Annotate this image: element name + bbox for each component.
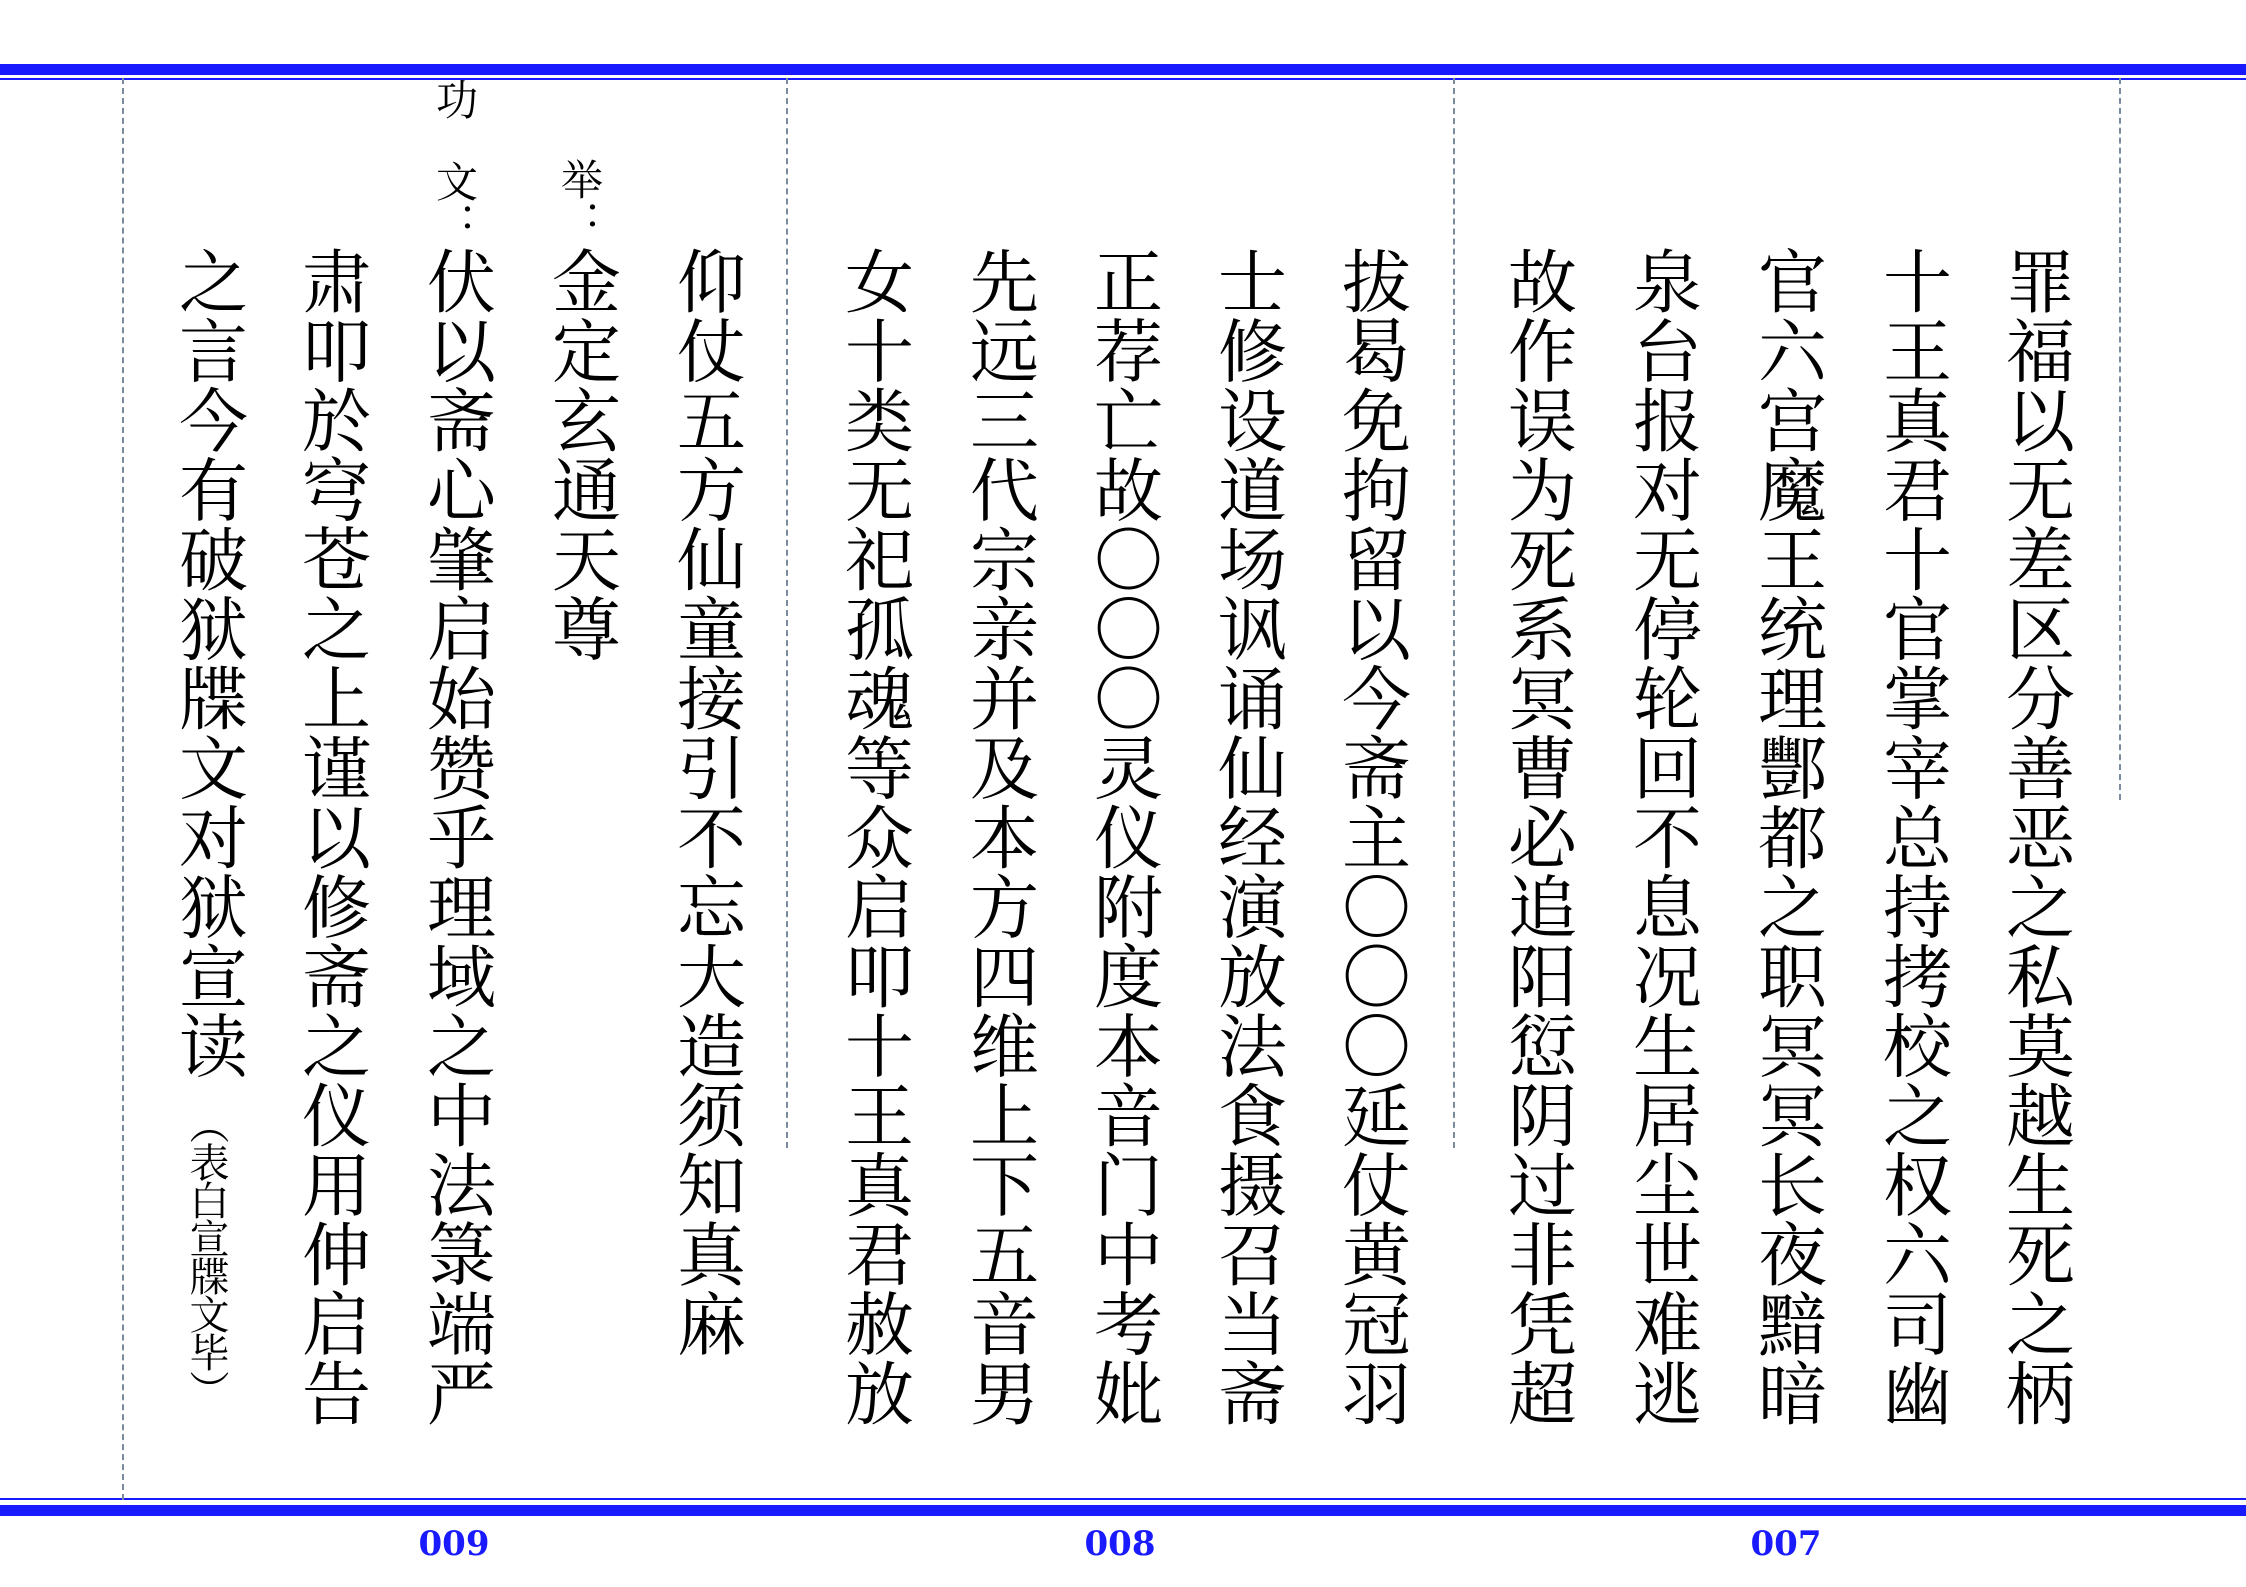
wen-label: 文： xyxy=(430,160,479,244)
top-border-thick xyxy=(0,64,2246,75)
page-007-line-2: 十王真君十官掌宰总持拷校之权六司幽 xyxy=(1871,246,1951,1428)
page-divider-right-margin xyxy=(2119,78,2121,800)
gong-label: 功 xyxy=(430,78,479,120)
page-009-line-3: 伏以斋心肇启始赞乎理域之中法箓端严 xyxy=(415,246,495,1428)
page-divider-left-margin xyxy=(122,78,124,1500)
page-007-line-1: 罪福以无差区分善恶之私莫越生死之柄 xyxy=(1994,246,2074,1428)
bottom-border-thin xyxy=(0,1498,2246,1500)
page-009-line-5: 之言今有破狱牒文对狱宣读 xyxy=(167,246,247,1080)
top-border-thin xyxy=(0,78,2246,80)
page-008-line-4: 先远三代宗亲并及本方四维上下五音男 xyxy=(958,246,1038,1428)
page-009-line-4: 肃叩於穹苍之上谨以修斋之仪用伸启告 xyxy=(290,246,370,1428)
ju-label: 举： xyxy=(555,158,604,242)
page-number-009: 009 xyxy=(418,1524,490,1564)
bottom-border-thick xyxy=(0,1505,2246,1516)
page-009-line-2: 金定玄通天尊 xyxy=(540,246,620,663)
page-number-007: 007 xyxy=(1750,1524,1822,1564)
page-divider-008-007 xyxy=(1453,78,1455,1148)
page-divider-009-008 xyxy=(786,78,788,1148)
page-008-line-2: 士修设道场讽诵仙经演放法食摄召当斋 xyxy=(1206,246,1286,1428)
page-008-line-5: 女十类无祀孤魂等众启叩十王真君赦放 xyxy=(833,246,913,1428)
page-009-note: （表白宣牒文毕） xyxy=(183,1104,229,1408)
page-007-line-3: 官六宫魔王统理酆都之职冥冥长夜黯暗 xyxy=(1746,246,1826,1428)
page-number-008: 008 xyxy=(1084,1524,1156,1564)
page-007-line-4: 泉台报对无停轮回不息况生居尘世难逃 xyxy=(1621,246,1701,1428)
page-008-line-1: 拔曷免拘留以今斋主〇〇〇延仗黄冠羽 xyxy=(1330,246,1410,1428)
page-008-line-3: 正荐亡故〇〇〇灵仪附度本音门中考妣 xyxy=(1082,246,1162,1428)
page-007-line-5: 故作误为死系冥曹必追阳愆阴过非凭超 xyxy=(1496,246,1576,1428)
page-009-line-1: 仰仗五方仙童接引不忘大造须知真麻 xyxy=(665,246,745,1358)
